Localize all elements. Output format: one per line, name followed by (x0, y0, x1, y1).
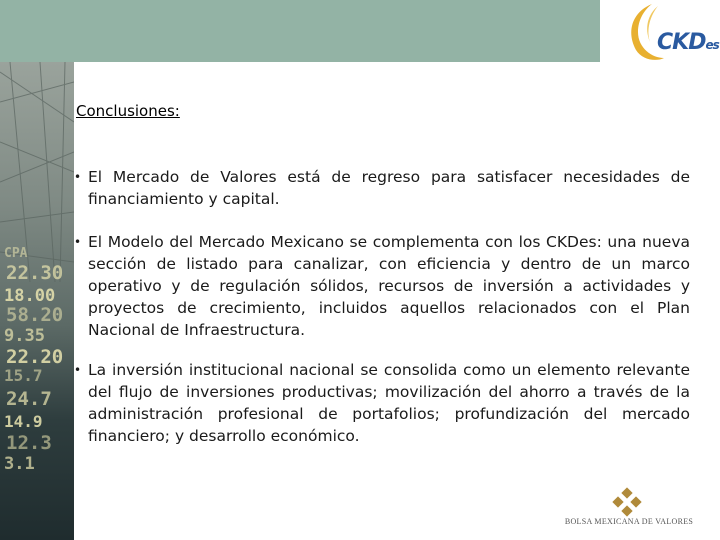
ticker-value: 9.35 (4, 326, 45, 346)
bullet-3-text: La inversión institucional nacional se consolida como un elemento relevante del flujo de inversiones productivas; movilización del ahorro a través de la administración profesional de portafolios; profundización del mercado financiero; y desarrollo económico. (88, 361, 690, 445)
bmv-emblem-icon (564, 487, 694, 517)
ticker-value: 18.00 (4, 286, 56, 306)
ticker-value: 14.9 (4, 412, 43, 431)
bmv-logo-text: BOLSA MEXICANA DE VALORES (564, 517, 694, 526)
ticker-value: 58.20 (6, 304, 64, 326)
ticker-value: 24.7 (6, 388, 52, 410)
bullet-2-text: El Modelo del Mercado Mexicano se complementa con los CKDes: una nueva sección de listado para canalizar, con eficiencia y dentro de un marco operativo y de regulación sólidos, recursos de inversión a actividades y proyectos de crecimiento, incluidos aquellos relacionados con el Plan Nacional de Infraestructura. (88, 233, 690, 339)
bullet-1-text: El Mercado de Valores está de regreso para satisfacer necesidades de financiamiento y capital. (88, 168, 690, 208)
ckd-logo-text (657, 30, 719, 55)
ticker-value: 15.7 (4, 366, 43, 385)
ticker-value: 22.30 (6, 262, 64, 284)
ticker-value: 3.1 (4, 454, 35, 474)
bullet-dot: • (74, 235, 82, 249)
ticker-value: CPA (4, 246, 28, 261)
slide-content (74, 62, 720, 540)
ticker-board-image (0, 62, 74, 540)
slide-title: Conclusiones: (76, 102, 180, 120)
ckd-logo-suffix: es (705, 38, 719, 52)
bmv-logo (564, 487, 694, 532)
bullet-dot: • (74, 170, 82, 184)
ckd-logo-name: CKD (657, 30, 706, 55)
bullet-dot: • (74, 363, 82, 377)
ticker-value: 12.3 (6, 432, 52, 454)
ticker-value: 22.20 (6, 346, 64, 368)
top-band (0, 0, 600, 62)
